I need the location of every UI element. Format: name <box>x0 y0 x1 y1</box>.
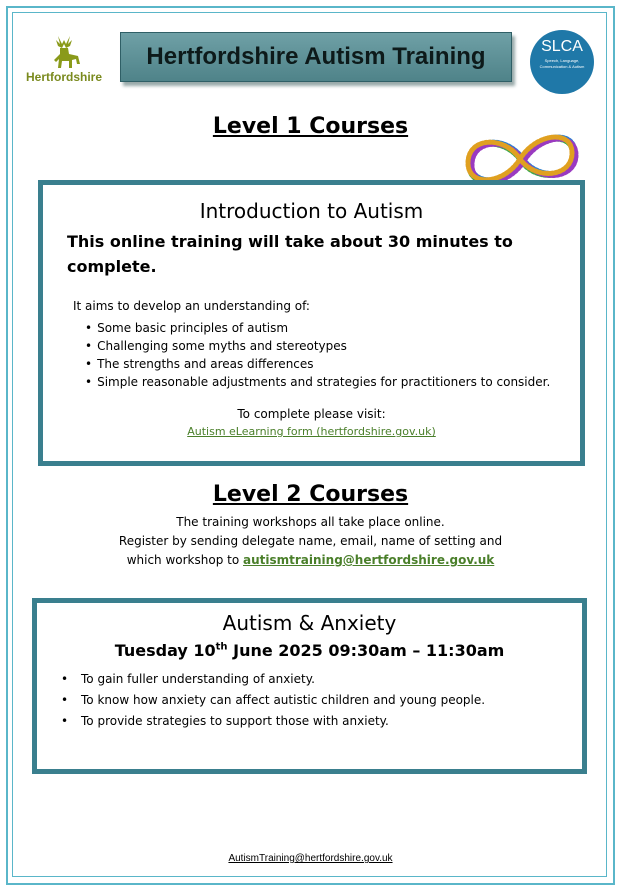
list-item: • Challenging some myths and stereotypes <box>85 337 550 355</box>
intro-course-duration: This online training will take about 30 minutes to complete. <box>67 232 513 276</box>
stag-icon <box>42 34 86 70</box>
level2-line3-text: which workshop to <box>126 553 240 567</box>
hertfordshire-logo <box>20 34 108 90</box>
elearning-form-link[interactable]: Autism eLearning form (hertfordshire.gov.uk) <box>187 425 436 438</box>
list-item: • Simple reasonable adjustments and strategies for practitioners to consider. <box>85 373 550 391</box>
intro-course-aims-intro: It aims to develop an understanding of: <box>73 299 310 313</box>
anxiety-workshop-points <box>61 669 485 732</box>
list-item: • The strengths and areas differences <box>85 355 550 373</box>
list-item: • To gain fuller understanding of anxiety. <box>61 669 485 690</box>
intro-course-visit-text: To complete please visit: <box>237 407 386 421</box>
anxiety-workshop-date <box>37 641 582 660</box>
slca-logo <box>530 30 594 94</box>
anxiety-workshop-title: Autism & Anxiety <box>222 611 397 635</box>
date-suffix: th <box>215 641 228 653</box>
date-rest: June 2025 09:30am – 11:30am <box>227 641 505 660</box>
registration-email-link[interactable]: autismtraining@hertfordshire.gov.uk <box>243 553 495 567</box>
intro-course-box <box>38 180 585 466</box>
level2-description <box>0 513 621 570</box>
list-item: • Some basic principles of autism <box>85 319 550 337</box>
list-item: • To know how anxiety can affect autistic children and young people. <box>61 690 485 711</box>
slca-logo-subtitle: Speech, Language, Communication & Autism <box>539 58 585 69</box>
level2-line3 <box>0 551 621 570</box>
hertfordshire-wordmark: Hertfordshire <box>25 70 102 84</box>
level2-heading: Level 2 Courses <box>212 482 409 507</box>
intro-course-title: Introduction to Autism <box>199 199 424 223</box>
footer-email-link[interactable]: AutismTraining@hertfordshire.gov.uk <box>228 853 393 864</box>
level1-heading: Level 1 Courses <box>212 114 409 139</box>
intro-course-aims-list <box>85 319 550 391</box>
slca-logo-title: SLCA <box>541 38 583 55</box>
date-day: Tuesday 10 <box>114 641 216 660</box>
banner-title: Hertfordshire Autism Training <box>120 32 512 82</box>
anxiety-workshop-box <box>32 598 587 774</box>
list-item: • To provide strategies to support those with anxiety. <box>61 711 485 732</box>
level2-line1: The training workshops all take place online. <box>176 515 445 529</box>
level2-line2: Register by sending delegate name, email, name of setting and <box>118 534 503 548</box>
